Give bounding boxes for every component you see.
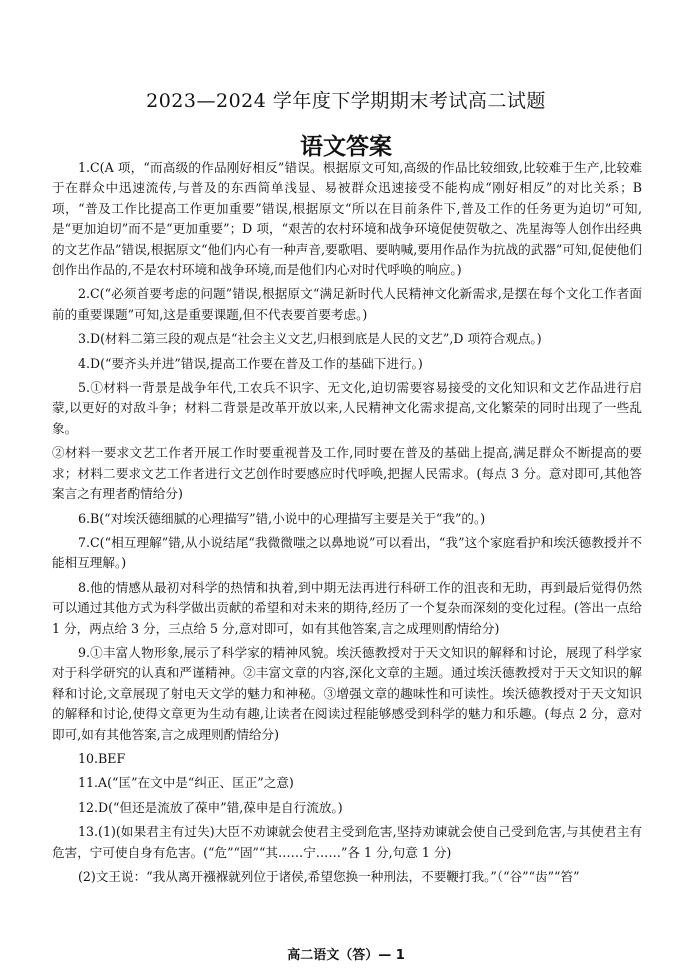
exam-title: 2023—2024 学年度下学期期末考试高二试题 (146, 90, 546, 112)
answer-5-part-2: ②材料一要求文艺工作者开展工作时要重视普及工作,同时要在普及的基础上提高,满足群众不断提高的要求；材料二要求文艺工作者进行文艺创作时要感应时代呼唤,把握人民需求。(每点 3 分。意对即可,其他答案言之有理者酌情给分) (52, 445, 642, 502)
answer-body (52, 158, 642, 891)
page-footer: 高二语文（答）— 1 (287, 948, 405, 963)
answer-1: 1.C(A 项，“而高级的作品刚好相反”错误。根据原文可知,高级的作品比较细致,比较难于生产,比较难于在群众中迅速流传,与普及的东西简单浅显、易被群众迅速接受不能构成“刚好相反”的对比关系；B 项，“普及工作比提高工作更加重要”错误,根据原文“所以在目前条件下,普及工作的任务更为迫切”可知,是“更加迫切”而不是“更加重要”；D 项，“艰苦的农村环境和战争环境促使贺敬之、冼星海等人创作出经典的文艺作品”错误,根据原文“他们内心有一种声音,要歌唱、要呐喊,要用作品作为抗战的武器”可知,促使他们创作出作品的,不是农村环境和战争环境,而是他们内心对时代呼唤的响应。) (52, 160, 642, 278)
answer-6: 6.B(“对埃沃德细腻的心理描写”错,小说中的心理描写主要是关于“我”的。) (78, 510, 486, 526)
answer-12: 12.D(“但还是流放了葆申”错,葆申是自行流放。) (78, 799, 343, 815)
answer-13-2: (2)文王说：“我从离开襁褓就列位于诸侯,希望您换一种刑法，不要鞭打我。”（“谷”“齿”“笞” (78, 869, 580, 884)
answer-11: 11.A(“匡”在文中是“纠正、匡正”之意) (78, 775, 294, 791)
answer-13-1: 13.(1)(如果君主有过失)大臣不劝谏就会使君主受到危害,坚持劝谏就会使自己受到危害,与其使君主有危害，宁可使自身有危害。(“危”“固”“其……宁……”各 1 分,句意 1 分) (52, 824, 642, 860)
answer-4: 4.D(“要齐头并进”错误,提高工作要在普及工作的基础下进行。) (78, 355, 423, 371)
answer-9: 9.①丰富人物形象,展示了科学家的精神风貌。埃沃德教授对于天文知识的解释和讨论，展现了科学家对于科学研究的认真和严谨精神。②丰富文章的内容,深化文章的主题。通过埃沃德教授对于天文知识的解释和讨论,文章展现了射电天文学的魅力和神秘。③增强文章的趣味性和可读性。埃沃德教授对于天文知识的解释和讨论,使得文章更为生动有趣,让读者在阅读过程能够感受到科学的魅力和乐趣。(每点 2 分，意对即可,如有其他答案,言之成理则酌情给分) (52, 644, 642, 742)
answer-7: 7.C(“相互理解”错,从小说结尾“我微微嗤之以鼻地说”可以看出，“我”这个家庭看护和埃沃德教授并不能相互理解。) (52, 534, 642, 571)
answer-10: 10.BEF (78, 750, 126, 766)
answer-3: 3.D(材料二第三段的观点是“社会主义文艺,归根到底是人民的文艺”,D 项符合观点。) (78, 331, 542, 347)
answer-8: 8.他的情感从最初对科学的热情和执着,到中期无法再进行科研工作的沮丧和无助，再到最后觉得仍然可以通过其他方式为科学做出贡献的希望和对未来的期待,经历了一个复杂而深刻的变化过程。(答出一点给 1 分，两点给 3 分，三点给 5 分,意对即可，如有其他答案,言之成理则酌情给分) (52, 579, 642, 636)
answer-2: 2.C(“必须首要考虑的问题”错误,根据原文“满足新时代人民精神文化新需求,是摆在每个文化工作者面前的重要课题”可知,这是重要课题,但不代表要首要考虑。) (52, 286, 642, 322)
answer-5-part-1: 5.①材料一背景是战争年代,工农兵不识字、无文化,迫切需要容易接受的文化知识和文艺作品进行启蒙,以更好的对敌斗争；材料二背景是改革开放以来,人民精神文化需求提高,文化繁荣的同时出现了一些乱象。 (52, 380, 642, 436)
answer-key-heading: 语文答案 (300, 134, 392, 160)
